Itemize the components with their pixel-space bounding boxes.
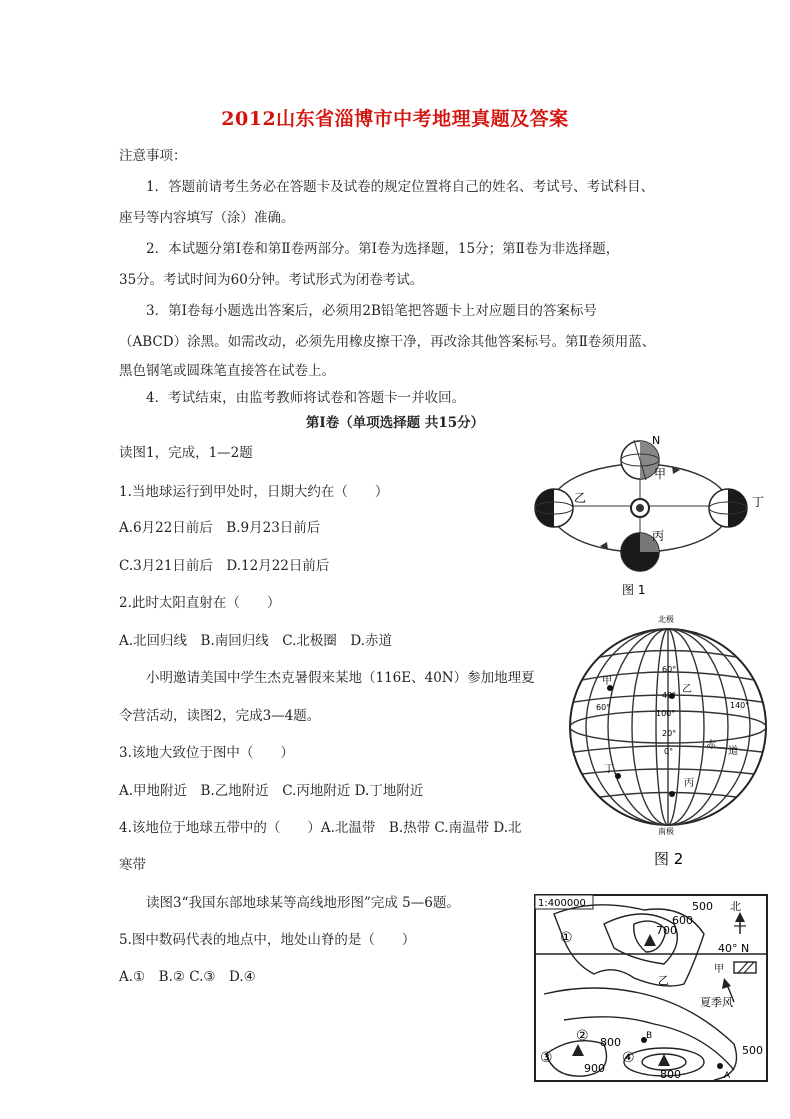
latitude-label: 40° N [718,942,750,955]
point-1: ① [560,930,573,946]
contour-600: 600 [672,914,693,927]
fig1-caption: 图 1 [622,583,646,597]
fig2-label-dao: 道 [728,746,738,757]
question-3-options: A.甲地附近 B.乙地附近 C.丙地附近 D.丁地附近 [119,783,424,799]
summer-monsoon-label: 夏季风 [700,996,733,1009]
fig2-label-yi: 乙 [682,684,692,695]
contour-900: 900 [584,1062,605,1075]
intro-2b: 令营活动，读图2，完成3—4题。 [119,708,321,724]
fig2-lon-100: 100° [656,709,676,718]
question-2-options: A.北回归线 B.南回归线 C.北极圈 D.赤道 [119,633,393,649]
north-pole-label: 北极 [658,615,674,624]
notice-item-3b: （ABCD）涂黑。如需改动，必须先用橡皮擦干净，再改涂其他答案标号。第Ⅱ卷须用蓝、 [119,334,656,350]
figure-1-orbit [530,436,770,602]
contour-500-b: 500 [742,1044,763,1057]
contour-500-a: 500 [692,900,713,913]
fig1-label-jia: 甲 [654,467,667,481]
fig2-lon-140: 140° [730,701,750,710]
fig1-label-ding: 丁 [752,495,765,509]
question-4a: 4.该地位于地球五带中的（ ）A.北温带 B.热带 C.南温带 D.北 [119,820,522,836]
fig2-lat-40: 40° [662,691,677,700]
contour-800-a: 800 [600,1036,621,1049]
legend-jia-label: 甲 [714,964,724,975]
fig1-label-yi: 乙 [574,491,587,505]
figure-3-contour-map [534,894,770,1084]
fig3-label-yi: 乙 [658,974,669,987]
notice-item-2b: 35分。考试时间为60分钟。考试形式为闭卷考试。 [119,272,424,288]
contour-800-b: 800 [660,1068,681,1081]
fig2-caption: 图 2 [654,850,684,868]
north-label: N [652,436,661,447]
earth-yi [535,489,573,527]
notice-item-3a: 3．第Ⅰ卷每小题选出答案后，必须用2B铅笔把答题卡上对应题目的答案标号 [146,303,597,319]
point-b: B [646,1031,653,1041]
fig2-lat-0: 0° [664,747,674,756]
question-1-options-a: A.6月22日前后 B.9月23日前后 [119,520,321,536]
notice-item-4: 4．考试结束，由监考教师将试卷和答题卡一并收回。 [146,390,466,406]
question-5: 5.图中数码代表的地点中，地处山脊的是（ ） [119,932,416,948]
point-3: ③ [540,1050,553,1066]
earth-ding [709,489,747,527]
fig2-label-jia: 甲 [602,676,612,687]
notice-item-1b: 座号等内容填写（涂）准确。 [119,210,295,226]
fig2-label-ding: 丁 [604,764,614,775]
notice-item-2a: 2．本试题分第Ⅰ卷和第Ⅱ卷两部分。第Ⅰ卷为选择题，15分；第Ⅱ卷为非选择题， [146,241,620,257]
intro-2a: 小明邀请美国中学生杰克暑假来某地（116E、40N）参加地理夏 [146,670,535,686]
north-label-fig3: 北 [730,900,741,913]
page-title: 2012山东省淄博市中考地理真题及答案 [221,108,569,130]
fig2-lon-60: 60° [596,703,611,712]
intro-3: 读图3“我国东部地球某等高线地形图”完成 5—6题。 [146,895,460,911]
fig2-label-bing: 丙 [684,778,694,789]
fig2-lat-60: 60° [662,665,677,674]
point-2: ② [576,1028,589,1044]
map-scale: 1:400000 [538,898,586,909]
point-4: ④ [622,1050,635,1066]
notice-heading: 注意事项： [119,148,187,164]
question-4b: 寒带 [119,857,146,873]
section-heading: 第Ⅰ卷（单项选择题 共15分） [305,415,485,431]
fig1-label-bing: 丙 [652,529,665,543]
contour-700: 700 [656,924,677,937]
notice-item-1a: 1．答题前请考生务必在答题卡及试卷的规定位置将自己的姓名、考试号、考试科目、 [146,179,655,195]
fig2-label-chi: 赤 [706,740,716,751]
question-1-options-b: C.3月21日前后 D.12月22日前后 [119,558,330,574]
question-1: 1.当地球运行到甲处时，日期大约在（ ） [119,484,389,500]
point-a: A [724,1071,731,1081]
notice-item-3c: 黑色钢笔或圆珠笔直接答在试卷上。 [119,363,335,379]
question-5-options: A.① B.② C.③ D.④ [119,969,256,985]
south-pole-label: 南极 [658,827,674,836]
question-2: 2.此时太阳直射在（ ） [119,595,281,611]
fig2-lat-20: 20° [662,729,677,738]
question-3: 3.该地大致位于图中（ ） [119,745,294,761]
intro-1: 读图1，完成，1—2题 [119,445,253,461]
figure-2-globe [560,612,780,872]
